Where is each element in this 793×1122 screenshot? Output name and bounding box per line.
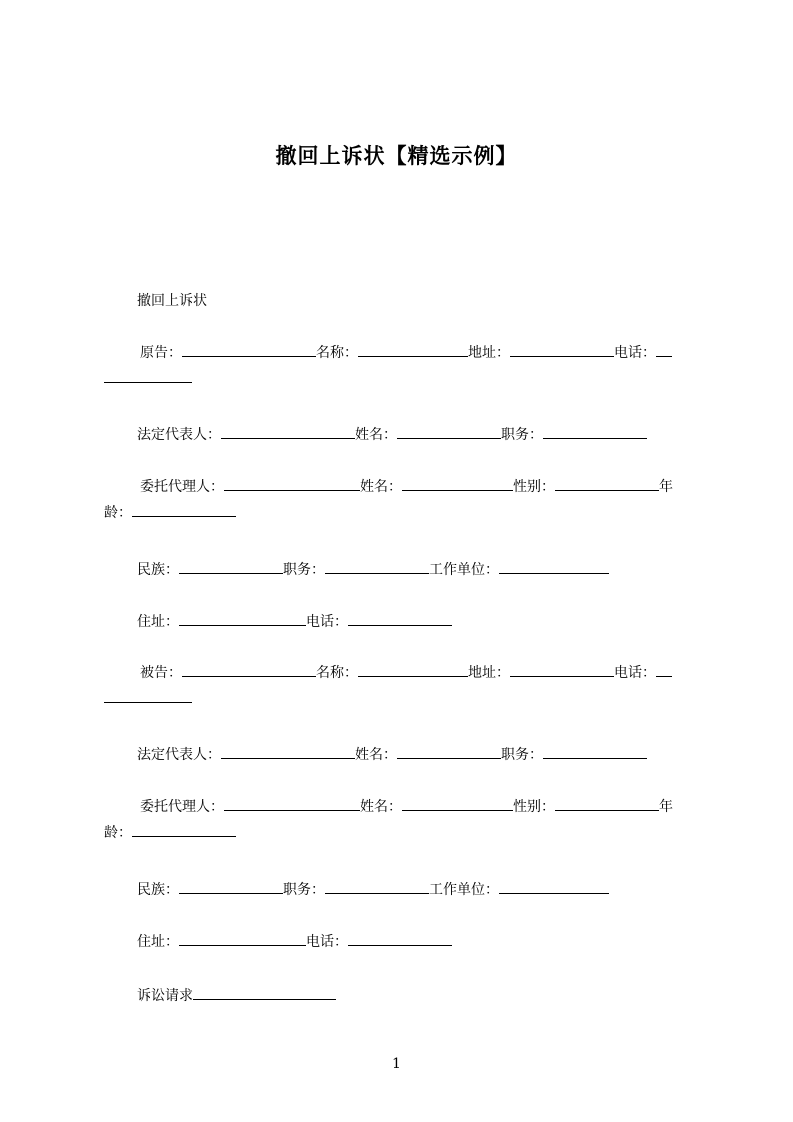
defendant-ethnicity-line — [137, 880, 609, 899]
plaintiff-residence-label: 住址： — [137, 614, 179, 630]
claims-line — [137, 986, 336, 1005]
document-heading: 撤回上诉状 — [137, 293, 207, 309]
defendant-gender-blank[interactable] — [555, 797, 659, 811]
plaintiff-address-blank[interactable] — [510, 343, 614, 357]
plaintiff-ethnicity-blank[interactable] — [179, 560, 283, 574]
plaintiff-workplace-label: 工作单位： — [429, 562, 499, 578]
plaintiff-residence-line — [137, 612, 452, 631]
defendant-agent-name-blank[interactable] — [402, 797, 513, 811]
defendant-blank[interactable] — [182, 663, 316, 677]
defendant-name-label: 名称： — [316, 665, 358, 681]
defendant-agent-label: 委托代理人： — [140, 799, 224, 815]
claims-blank[interactable] — [193, 986, 336, 1000]
plaintiff-res-phone-blank[interactable] — [348, 612, 452, 626]
defendant-address-blank[interactable] — [510, 663, 614, 677]
defendant-res-phone-blank[interactable] — [348, 932, 452, 946]
plaintiff-res-phone-label: 电话： — [306, 614, 348, 630]
plaintiff-address-label: 地址： — [468, 345, 510, 361]
claims-label: 诉讼请求 — [137, 988, 193, 1004]
defendant-agent-line — [104, 794, 702, 846]
plaintiff-rep-name-blank[interactable] — [397, 425, 501, 439]
plaintiff-blank[interactable] — [182, 343, 316, 357]
defendant-ethnicity-label: 民族： — [137, 882, 179, 898]
defendant-legal-rep-label: 法定代表人： — [137, 747, 221, 763]
defendant-rep-name-blank[interactable] — [397, 745, 501, 759]
plaintiff-workplace-blank[interactable] — [499, 560, 609, 574]
defendant-legal-rep-blank[interactable] — [221, 745, 355, 759]
plaintiff-position-label: 职务： — [283, 562, 325, 578]
defendant-legal-rep-line — [137, 745, 647, 764]
defendant-age-label-b: 龄： — [104, 825, 132, 841]
plaintiff-agent-label: 委托代理人： — [140, 479, 224, 495]
defendant-residence-line — [137, 932, 452, 951]
plaintiff-party-line — [104, 340, 702, 392]
defendant-phone-blank-a[interactable] — [656, 663, 672, 677]
plaintiff-name-blank[interactable] — [358, 343, 468, 357]
document-title: 撤回上诉状【精选示例】 — [275, 144, 518, 168]
plaintiff-rep-position-label: 职务： — [501, 427, 543, 443]
defendant-name-blank[interactable] — [358, 663, 468, 677]
plaintiff-phone-blank-b[interactable] — [104, 369, 192, 383]
plaintiff-phone-label: 电话： — [614, 345, 656, 361]
plaintiff-phone-blank-a[interactable] — [656, 343, 672, 357]
plaintiff-agent-line — [104, 474, 702, 526]
defendant-res-phone-label: 电话： — [306, 934, 348, 950]
defendant-gender-label: 性别： — [513, 799, 555, 815]
defendant-agent-blank[interactable] — [224, 797, 360, 811]
defendant-workplace-label: 工作单位： — [429, 882, 499, 898]
plaintiff-name-label: 名称： — [316, 345, 358, 361]
defendant-ethnicity-blank[interactable] — [179, 880, 283, 894]
defendant-residence-blank[interactable] — [179, 932, 306, 946]
plaintiff-agent-name-blank[interactable] — [402, 477, 513, 491]
plaintiff-ethnicity-line — [137, 560, 609, 579]
plaintiff-gender-label: 性别： — [513, 479, 555, 495]
defendant-workplace-blank[interactable] — [499, 880, 609, 894]
defendant-label: 被告： — [140, 665, 182, 681]
defendant-address-label: 地址： — [468, 665, 510, 681]
plaintiff-age-blank[interactable] — [132, 503, 236, 517]
page-number: 1 — [392, 1056, 401, 1072]
defendant-rep-name-label: 姓名： — [355, 747, 397, 763]
plaintiff-legal-rep-blank[interactable] — [221, 425, 355, 439]
defendant-phone-label: 电话： — [614, 665, 656, 681]
plaintiff-position-blank[interactable] — [325, 560, 429, 574]
plaintiff-age-label-b: 龄： — [104, 505, 132, 521]
plaintiff-residence-blank[interactable] — [179, 612, 306, 626]
defendant-age-blank[interactable] — [132, 823, 236, 837]
defendant-position-blank[interactable] — [325, 880, 429, 894]
plaintiff-agent-name-label: 姓名： — [360, 479, 402, 495]
defendant-phone-blank-b[interactable] — [104, 689, 192, 703]
plaintiff-ethnicity-label: 民族： — [137, 562, 179, 578]
plaintiff-legal-rep-line — [137, 425, 647, 444]
defendant-age-label-a: 年 — [659, 799, 673, 815]
defendant-residence-label: 住址： — [137, 934, 179, 950]
plaintiff-agent-blank[interactable] — [224, 477, 360, 491]
defendant-agent-name-label: 姓名： — [360, 799, 402, 815]
plaintiff-legal-rep-label: 法定代表人： — [137, 427, 221, 443]
plaintiff-age-label-a: 年 — [659, 479, 673, 495]
plaintiff-rep-position-blank[interactable] — [543, 425, 647, 439]
plaintiff-rep-name-label: 姓名： — [355, 427, 397, 443]
defendant-position-label: 职务： — [283, 882, 325, 898]
plaintiff-gender-blank[interactable] — [555, 477, 659, 491]
defendant-party-line — [104, 660, 702, 712]
plaintiff-label: 原告： — [140, 345, 182, 361]
defendant-rep-position-blank[interactable] — [543, 745, 647, 759]
defendant-rep-position-label: 职务： — [501, 747, 543, 763]
